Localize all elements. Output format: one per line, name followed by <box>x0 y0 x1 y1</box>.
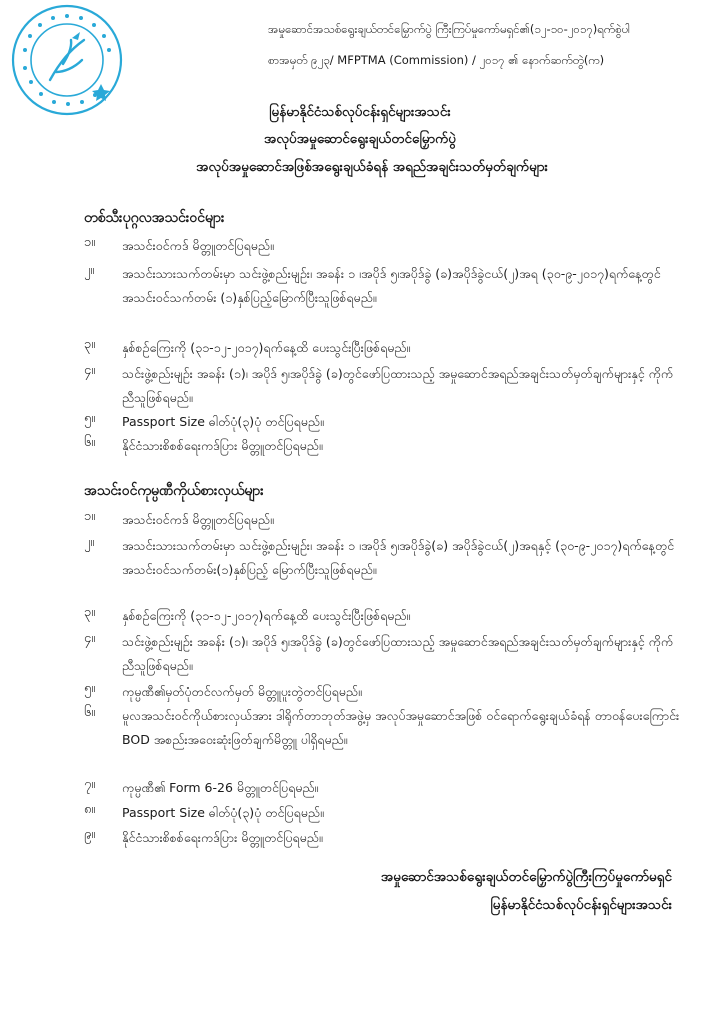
item-text: Passport Size ဓါတ်ပုံ(၃)ပုံ တင်ပြရမည်။ <box>122 805 324 820</box>
item-text: ကုမ္ပဏီ၏ Form 6-26 မိတ္တူတင်ပြရမည်။ <box>122 780 319 795</box>
item-number: ၄။ <box>84 363 96 378</box>
section-heading-company-representatives: အသင်းဝင်ကုမ္ပဏီကိုယ်စားလှယ်များ <box>84 483 264 499</box>
item-number: ၉။ <box>84 827 96 842</box>
item-text: နိုင်ငံသားစိစစ်ရေးကဒ်ပြား မိတ္တူတင်ပြရမည်။ <box>122 438 323 453</box>
item-text: နှစ်စဉ်ကြေးကို (၃၁-၁၂-၂၀၁၇)ရက်နေ့ထိ ပေးသွင်းပြီးဖြစ်ရမည်။ <box>122 340 411 355</box>
item-text: မူလအသင်းဝင်ကိုယ်စားလှယ်အား ဒါရိုက်တာဘုတ်အဖွဲ့မှ အလုပ်အမှုဆောင်အဖြစ် ဝင်ရောက်ရွေးချယ်ခံရန် တာဝန်ပေးကြောင်း BOD အစည်းအဝေးဆုံးဖြတ်ချက်မိတ္တူ ပါရှိရမည်။ <box>122 708 680 747</box>
signature-association-name: မြန်မာနိုင်ငံသစ်လုပ်ငန်းရှင်များအသင်း <box>490 897 672 913</box>
header-reference-line: အမှုဆောင်အသစ်ရွေးချယ်တင်မြှောက်ပွဲ ကြီးကြပ်မှုကော်မရှင်၏(၁၂-၁၀-၂၀၁၇)ရက်စွဲပါ <box>268 22 631 36</box>
item-text: ကုမ္ပဏီ၏မှတ်ပုံတင်လက်မှတ် မိတ္တူပူးတွဲတင်ပြရမည်။ <box>122 684 362 699</box>
item-text: အသင်းဝင်ကဒ် မိတ္တူတင်ပြရမည်။ <box>122 238 274 253</box>
title-qualification-heading: အလုပ်အမှုဆောင်အဖြစ်အရွေးချယ်ခံရန် အရည်အချင်းသတ်မှတ်ချက်များ <box>196 159 548 175</box>
item-text: အသင်းဝင်ကဒ် မိတ္တူတင်ပြရမည်။ <box>122 512 274 527</box>
item-number: ၃။ <box>84 605 96 620</box>
item-number: ၆။ <box>84 435 96 450</box>
item-text: Passport Size ဓါတ်ပုံ(၃)ပုံ တင်ပြရမည်။ <box>122 414 324 429</box>
title-association-name: မြန်မာနိုင်ငံသစ်လုပ်ငန်းရှင်များအသင်း <box>269 104 451 120</box>
item-text: သင်းဖွဲ့စည်းမျဉ်း အခန်း (၁)၊ အပိုဒ် ၅၊အပိုဒ်ခွဲ (ခ)တွင်ဖော်ပြထားသည့် အမှုဆောင်အရည်အချင်းသတ်မှတ်ချက်များနှင့် ကိုက်ညီသူဖြစ်ရမည်။ <box>122 366 674 405</box>
item-number: ၈။ <box>84 802 96 817</box>
item-number: ၂။ <box>84 535 95 550</box>
title-election-name: အလုပ်အမှုဆောင်ရွေးချယ်တင်မြှောက်ပွဲ <box>263 131 457 147</box>
item-number: ၂။ <box>84 263 95 278</box>
item-number: ၁။ <box>84 509 96 524</box>
item-text: နှစ်စဉ်ကြေးကို (၃၁-၁၂-၂၀၁၇)ရက်နေ့ထိ ပေးသွင်းပြီးဖြစ်ရမည်။ <box>122 608 411 623</box>
item-number: ၃။ <box>84 337 96 352</box>
item-number: ၁။ <box>84 235 96 250</box>
item-number: ၄။ <box>84 631 96 646</box>
commission-seal-stamp <box>8 2 126 118</box>
item-text: သင်းဖွဲ့စည်းမျဉ်း အခန်း (၁)၊ အပိုဒ် ၅၊အပိုဒ်ခွဲ (ခ)တွင်ဖော်ပြထားသည့် အမှုဆောင်အရည်အချင်းသတ်မှတ်ချက်များနှင့် ကိုက်ညီသူဖြစ်ရမည်။ <box>122 634 674 673</box>
header-letter-number: စာအမှတ် ၉၂၃/ MFPTMA (Commission) / ၂၀၁၇ ၏ နောက်ဆက်တွဲ(က) <box>268 53 605 67</box>
item-number: ၆။ <box>84 705 96 720</box>
item-text: နိုင်ငံသားစိစစ်ရေးကဒ်ပြား မိတ္တူတင်ပြရမည်။ <box>122 830 323 845</box>
section-heading-individual-members: တစ်သီးပုဂ္ဂလအသင်းဝင်များ <box>84 210 225 226</box>
item-number: ၅။ <box>84 411 96 426</box>
item-number: ၅။ <box>84 681 96 696</box>
item-text: အသင်းသားသက်တမ်းမှာ သင်းဖွဲ့စည်းမျဉ်း၊ အခန်း ၁ ၊အပိုဒ် ၅၊အပိုဒ်ခွဲ(ခ) အပိုဒ်ခွဲငယ်(၂)အရနှင့် (၃၀-၉-၂၀၁၇)ရက်နေ့တွင်အသင်းဝင်သက်တမ်း(၁)နှစ်ပြည့် မြောက်ပြီးသူဖြစ်ရမည်။ <box>122 538 675 577</box>
signature-commission-name: အမှုဆောင်အသစ်ရွေးချယ်တင်မြှောက်ပွဲကြီးကြပ်မှုကော်မရှင် <box>380 869 672 885</box>
item-number: ၇။ <box>84 777 96 792</box>
item-text: အသင်းသားသက်တမ်းမှာ သင်းဖွဲ့စည်းမျဉ်း၊ အခန်း ၁ ၊အပိုဒ် ၅၊အပိုဒ်ခွဲ (ခ)အပိုဒ်ခွဲငယ်(၂)အရ (၃၀-၉-၂၀၁၇)ရက်နေ့တွင်အသင်းဝင်သက်တမ်း (၁)နှစ်ပြည့်မြောက်ပြီးသူဖြစ်ရမည်။ <box>122 266 661 305</box>
